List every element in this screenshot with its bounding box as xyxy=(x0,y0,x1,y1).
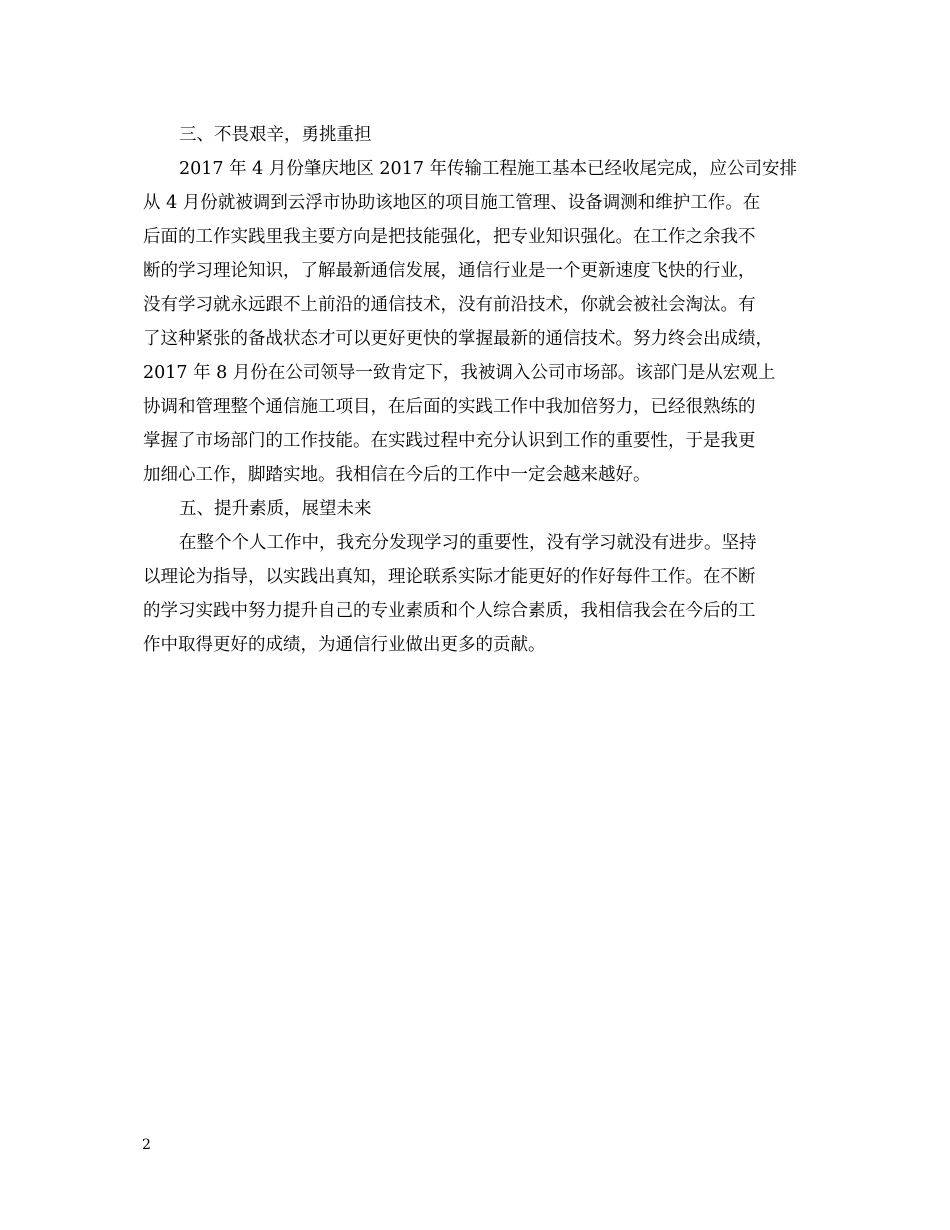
section-heading-5: 五、提升素质，展望未来 xyxy=(179,499,372,519)
paragraph-line: 作中取得更好的成绩，为通信行业做出更多的贡献。 xyxy=(143,635,546,655)
paragraph-line: 从 4 月份就被调到云浮市协助该地区的项目施工管理、设备调测和维护工作。在 xyxy=(143,193,761,213)
paragraph-line: 了这种紧张的备战状态才可以更好更快的掌握最新的通信技术。努力终会出成绩， xyxy=(143,329,773,349)
section-heading-3: 三、不畏艰辛，勇挑重担 xyxy=(179,125,372,145)
paragraph-line: 2017 年 4 月份肇庆地区 2017 年传输工程施工基本已经收尾完成，应公司安排 xyxy=(179,159,798,179)
paragraph-line: 没有学习就永远跟不上前沿的通信技术，没有前沿技术，你就会被社会淘汰。有 xyxy=(143,295,756,315)
paragraph-line: 加细心工作，脚踏实地。我相信在今后的工作中一定会越来越好。 xyxy=(143,465,651,485)
paragraph-line: 断的学习理论知识，了解最新通信发展，通信行业是一个更新速度飞快的行业， xyxy=(143,261,756,281)
paragraph-line: 后面的工作实践里我主要方向是把技能强化，把专业知识强化。在工作之余我不 xyxy=(143,227,756,247)
paragraph-line: 2017 年 8 月份在公司领导一致肯定下，我被调入公司市场部。该部门是从宏观上 xyxy=(143,363,776,383)
paragraph-line: 协调和管理整个通信施工项目，在后面的实践工作中我加倍努力，已经很熟练的 xyxy=(143,397,756,417)
page-number: 2 xyxy=(142,1137,151,1153)
paragraph-line: 掌握了市场部门的工作技能。在实践过程中充分认识到工作的重要性，于是我更 xyxy=(143,431,756,451)
paragraph-line: 以理论为指导，以实践出真知，理论联系实际才能更好的作好每件工作。在不断 xyxy=(143,567,756,587)
document-body xyxy=(143,118,803,662)
paragraph-line: 在整个个人工作中，我充分发现学习的重要性，没有学习就没有进步。坚持 xyxy=(179,533,757,553)
paragraph-line: 的学习实践中努力提升自己的专业素质和个人综合素质，我相信我会在今后的工 xyxy=(143,601,756,621)
